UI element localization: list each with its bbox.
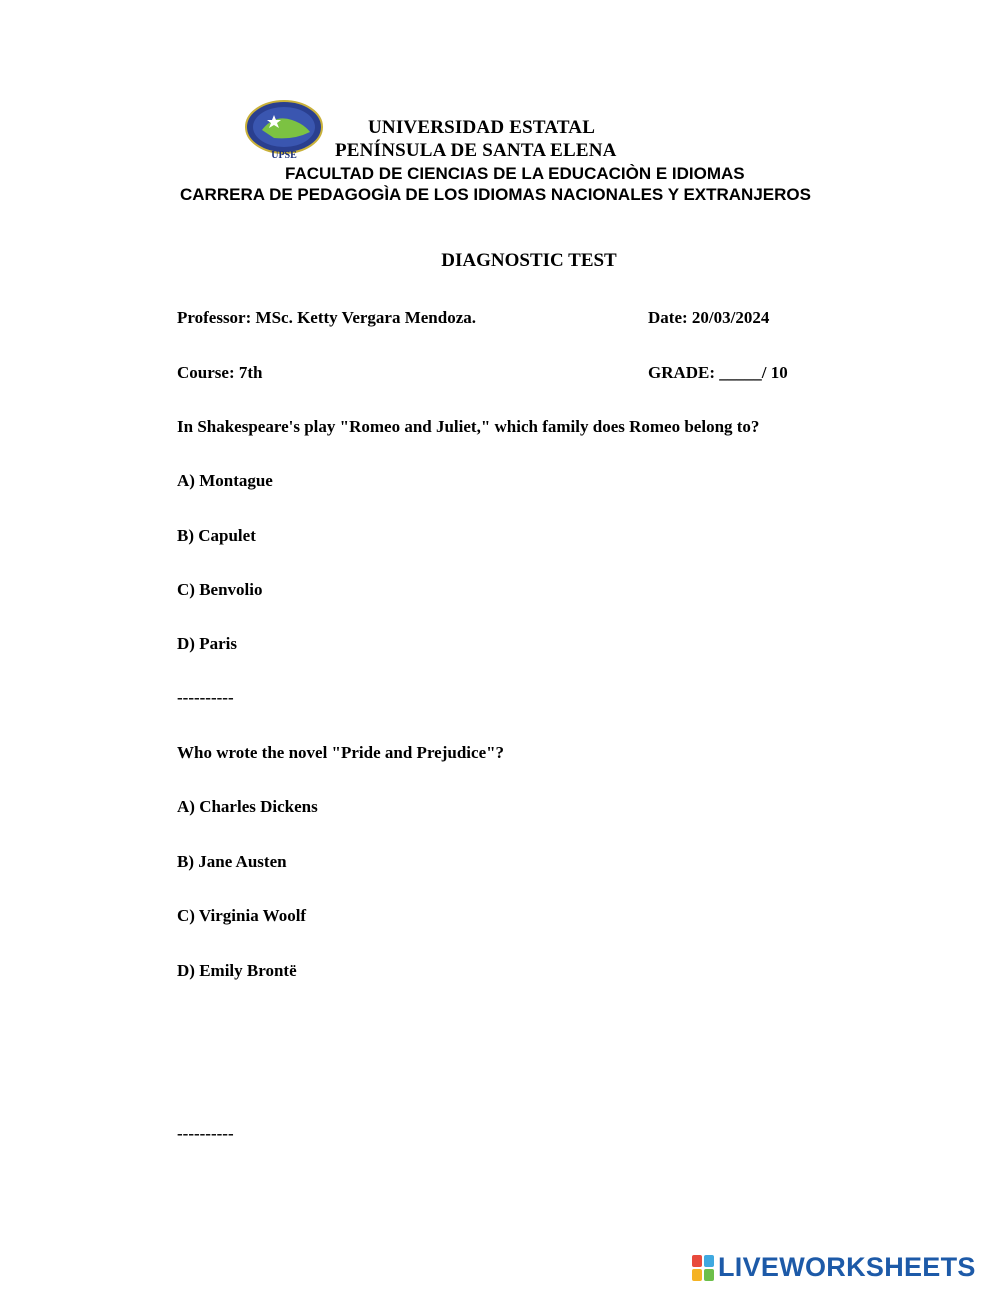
course-line: Course: 7th: [177, 363, 263, 382]
faculty-name: FACULTAD DE CIENCIAS DE LA EDUCACIÒN E IDIOMAS: [285, 164, 745, 183]
question-1-option-d: D) Paris: [177, 634, 237, 653]
question-1-option-b: B) Capulet: [177, 526, 256, 545]
question-2-option-d: D) Emily Brontë: [177, 961, 297, 980]
question-1-option-c: C) Benvolio: [177, 580, 263, 599]
question-1-option-a: A) Montague: [177, 471, 273, 490]
grade-line: GRADE: _____/ 10: [648, 363, 788, 382]
separator-2: ----------: [177, 1124, 234, 1143]
brand-text: LIVEWORKSHEETS: [718, 1252, 976, 1282]
career-name: CARRERA DE PEDAGOGÌA DE LOS IDIOMAS NACIONALES Y EXTRANJEROS: [180, 185, 811, 204]
test-title: DIAGNOSTIC TEST: [441, 250, 617, 271]
question-2-text: Who wrote the novel "Pride and Prejudice"?: [177, 743, 505, 762]
liveworksheets-brand: [692, 1252, 976, 1283]
liveworksheets-logo-icon: [692, 1255, 714, 1281]
professor-line: Professor: MSc. Ketty Vergara Mendoza.: [177, 308, 476, 327]
university-name-line2: PENÍNSULA DE SANTA ELENA: [335, 140, 617, 161]
svg-text:UPSE: UPSE: [271, 150, 297, 160]
question-1-text: In Shakespeare's play "Romeo and Juliet," which family does Romeo belong to?: [177, 417, 760, 436]
university-name-line1: UNIVERSIDAD ESTATAL: [368, 117, 596, 138]
question-2-option-b: B) Jane Austen: [177, 852, 287, 871]
question-2-option-a: A) Charles Dickens: [177, 797, 318, 816]
upse-seal-icon: [244, 100, 324, 160]
date-line: Date: 20/03/2024: [648, 308, 770, 327]
question-2-option-c: C) Virginia Woolf: [177, 906, 307, 925]
university-logo: [244, 100, 324, 160]
separator-1: ----------: [177, 688, 234, 707]
